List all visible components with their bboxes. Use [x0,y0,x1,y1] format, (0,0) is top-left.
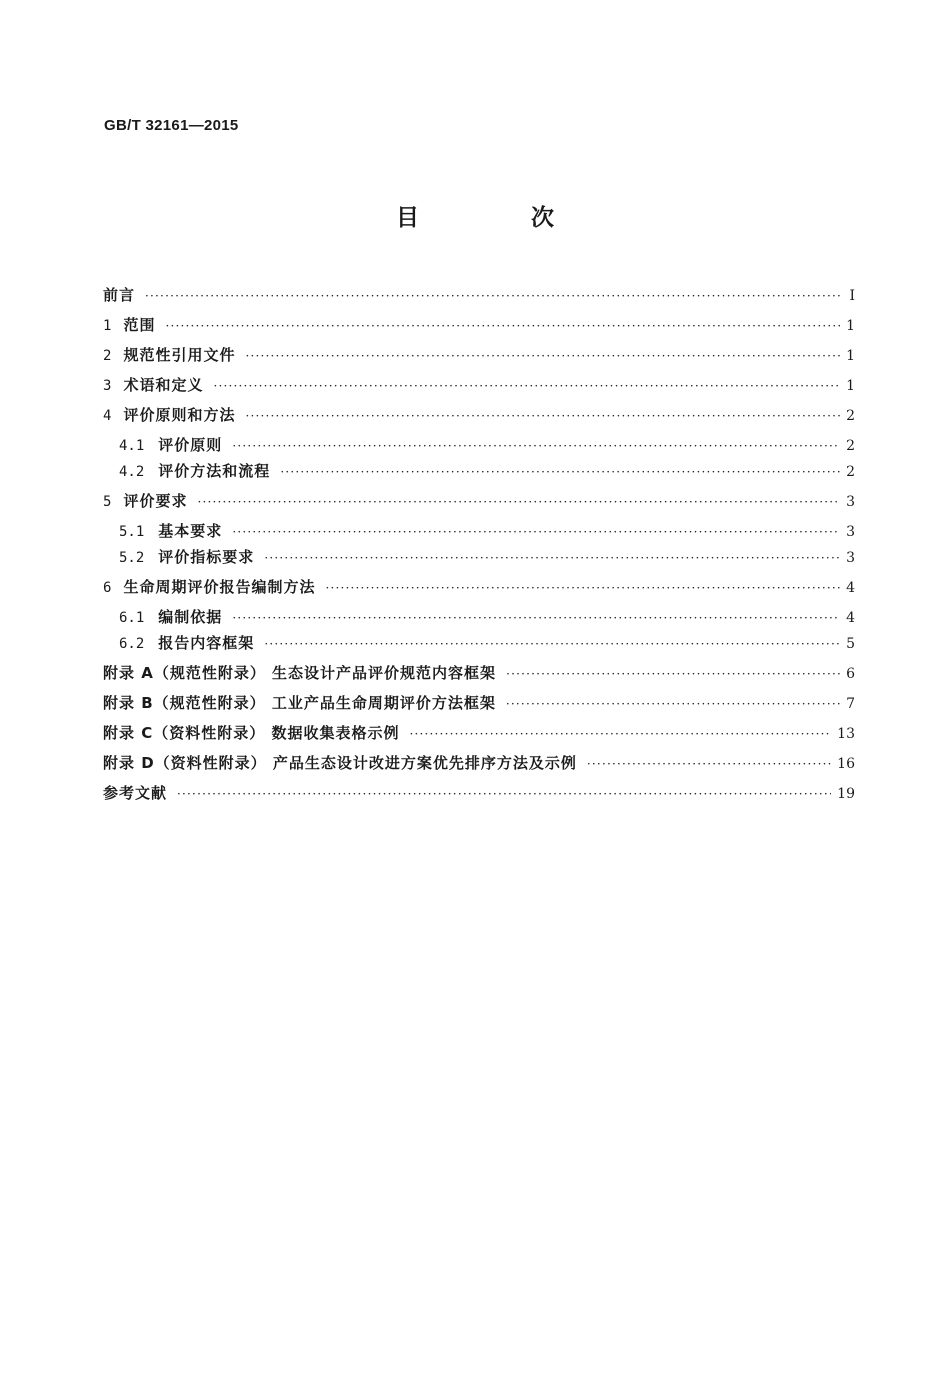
toc-leader-dots [213,376,840,396]
toc-entry-page: 6 [846,666,855,682]
toc-entry-appendix-d[interactable] [103,753,855,774]
toc-entry-page: 5 [846,636,855,652]
toc-entry-number: 6.1 [119,610,145,626]
toc-entry-label: 评价要求 [123,492,188,510]
toc-entry-number: 2 [103,348,112,364]
toc-entry-number: 5.1 [119,524,145,540]
toc-entry-number: 4 [103,408,112,424]
toc-entry-label: 报告内容框架 [158,634,255,652]
toc-leader-dots [165,316,840,336]
toc-entry-6[interactable] [103,577,855,598]
toc-entry-page: 3 [846,524,855,540]
toc-entry-1[interactable] [103,315,855,336]
toc-title: 目 次 [395,205,606,231]
toc-entry-appendix-b[interactable] [103,693,855,714]
toc-entry-label: 术语和定义 [123,376,204,394]
toc-entry-5[interactable] [103,491,855,512]
toc-entry-page: 1 [846,378,855,394]
toc-entry-page: 4 [846,580,855,596]
toc-entry-label: 基本要求 [158,522,223,540]
toc-entry-page: 3 [846,494,855,510]
toc-entry-page: 7 [846,696,855,712]
toc-leader-dots [245,406,840,426]
toc-leader-dots [587,754,831,774]
toc-entry-label: 编制依据 [158,608,223,626]
toc-entry-number: 5 [103,494,112,510]
toc-entry-foreword[interactable] [103,285,855,306]
toc-entry-page: 2 [846,438,855,454]
toc-entry-label: 附录 C（资料性附录） 数据收集表格示例 [103,724,400,742]
toc-leader-dots [264,634,840,654]
toc-entry-number: 5.2 [119,550,145,566]
toc-entry-3[interactable] [103,375,855,396]
toc-leader-dots [325,578,840,598]
toc-entry-number: 6.2 [119,636,145,652]
document-code: GB/T 32161—2015 [104,117,239,134]
toc-entry-6-2[interactable] [119,633,855,654]
toc-entry-label: 生命周期评价报告编制方法 [123,578,316,596]
toc-entry-label: 评价原则和方法 [123,406,236,424]
toc-entry-5-1[interactable] [119,521,855,542]
toc-leader-dots [232,522,840,542]
toc-leader-dots [264,548,840,568]
toc-entry-page: 3 [846,550,855,566]
toc-entry-page: 19 [837,786,855,802]
toc-entry-6-1[interactable] [119,607,855,628]
toc-entry-references[interactable] [103,783,855,804]
toc-entry-4-1[interactable] [119,435,855,456]
toc-entry-2[interactable] [103,345,855,366]
toc-leader-dots [409,724,831,744]
toc-entry-appendix-a[interactable] [103,663,855,684]
toc-entry-4[interactable] [103,405,855,426]
toc-entry-label: 附录 D（资料性附录） 产品生态设计改进方案优先排序方法及示例 [103,754,577,772]
toc-entry-page: Ⅰ [849,288,855,304]
toc-entry-number: 4.1 [119,438,145,454]
toc-leader-dots [506,664,840,684]
toc-entry-label: 附录 B（规范性附录） 工业产品生命周期评价方法框架 [103,694,496,712]
toc-entry-label: 范围 [123,316,156,334]
toc-entry-label: 评价方法和流程 [158,462,271,480]
toc-leader-dots [232,436,840,456]
toc-entry-number: 1 [103,318,112,334]
toc-entry-page: 4 [846,610,855,626]
toc-entry-4-2[interactable] [119,461,855,482]
toc-leader-dots [145,286,841,306]
toc-entry-number: 4.2 [119,464,145,480]
toc-entry-number: 3 [103,378,112,394]
toc-leader-dots [506,694,840,714]
toc-entry-label: 参考文献 [103,784,168,802]
toc-entry-appendix-c[interactable] [103,723,855,744]
toc-entry-page: 2 [846,464,855,480]
toc-leader-dots [280,462,840,482]
toc-entry-label: 规范性引用文件 [123,346,236,364]
toc-leader-dots [177,784,831,804]
toc-entry-page: 1 [846,318,855,334]
toc-leader-dots [197,492,840,512]
toc-entry-label: 评价原则 [158,436,223,454]
toc-entry-label: 评价指标要求 [158,548,255,566]
toc-entry-label: 前言 [103,286,136,304]
toc-entry-5-2[interactable] [119,547,855,568]
toc-entry-label: 附录 A（规范性附录） 生态设计产品评价规范内容框架 [103,664,497,682]
toc-entry-page: 2 [846,408,855,424]
toc-leader-dots [232,608,840,628]
toc-entry-page: 16 [837,756,855,772]
toc-entry-page: 13 [837,726,855,742]
toc-entry-number: 6 [103,580,112,596]
toc-leader-dots [245,346,840,366]
toc-entry-page: 1 [846,348,855,364]
